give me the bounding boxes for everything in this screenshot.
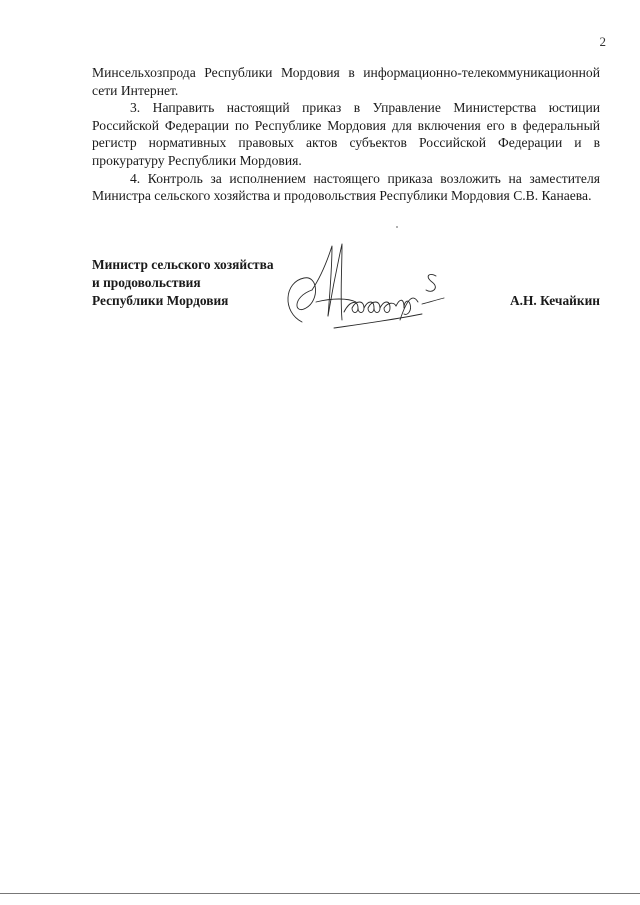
page-number: 2 — [599, 34, 606, 49]
scan-artifact — [396, 226, 398, 228]
paragraph-1: Минсельхозпрода Республики Мордовия в информационно-телекоммуникационной сети Интернет. — [92, 65, 600, 98]
signatory-title: Министр сельского хозяйства и продовольствия Республики Мордовия — [92, 257, 274, 308]
paragraph-2: 3. Направить настоящий приказ в Управление Министерства юстиции Российской Федерации по Республике Мордовия для включения его в федеральный регистр нормативных правовых актов субъектов Российской Федерации и в прокуратуру Республики Мордовия. — [92, 100, 600, 168]
paragraph-3: 4. Контроль за исполнением настоящего приказа возложить на заместителя Министра сельского хозяйства и продовольствия Республики Мордовия С.В. Канаева. — [92, 170, 600, 204]
bottom-divider — [0, 893, 640, 894]
handwritten-signature-icon — [272, 242, 452, 332]
document-body — [92, 64, 600, 205]
signature-block — [92, 256, 600, 336]
signatory-name: А.Н. Кечайкин — [509, 293, 600, 308]
